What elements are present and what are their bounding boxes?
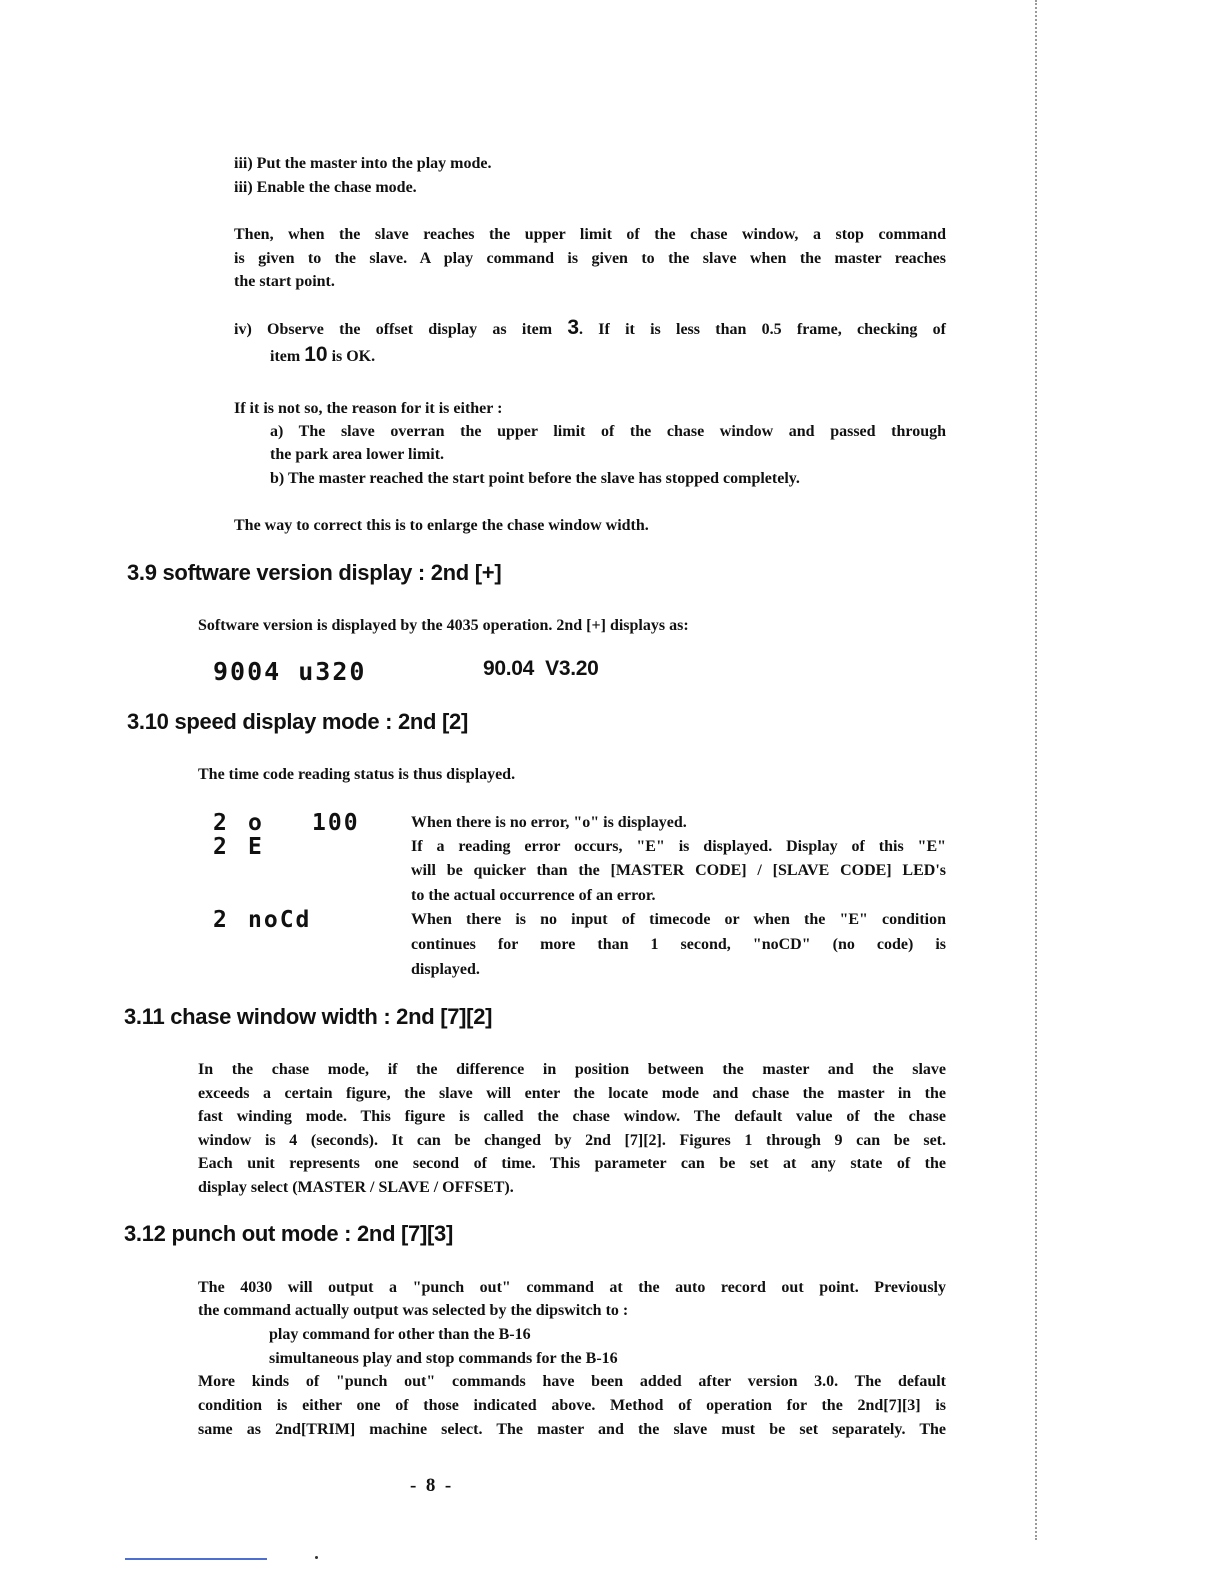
para-then-line: is given to the slave. A play command is given to the slave when the master reaches <box>234 250 946 267</box>
section-title: chase window width <box>170 1004 378 1029</box>
item-number: 10 <box>304 343 328 366</box>
section-heading-3-10 <box>127 709 468 735</box>
step-iv-line <box>234 316 946 341</box>
paragraph-line: exceeds a certain figure, the slave will enter the locate mode and chase the master in the <box>198 1085 946 1102</box>
step-iv-text: iv) Observe the offset display as item <box>234 321 568 338</box>
section-number: 3.10 <box>127 709 169 734</box>
page-edge-divider <box>1035 0 1037 1540</box>
paragraph-line: window is 4 (seconds). It can be changed by 2nd [7][2]. Figures 1 through 9 can be set. <box>198 1132 946 1149</box>
section-keys: 2nd [2] <box>397 709 468 734</box>
step-iii-play: iii) Put the master into the play mode. <box>234 155 492 172</box>
step-iv-line <box>270 343 375 368</box>
section-number: 3.12 <box>124 1221 166 1246</box>
reasons-intro: If it is not so, the reason for it is either : <box>234 400 503 417</box>
step-iv-text: . If it is less than 0.5 frame, checking of <box>579 321 946 338</box>
section-separator: : <box>383 1004 391 1029</box>
section-heading-3-9 <box>127 560 501 586</box>
section-body: Software version is displayed by the 4035 operation. 2nd [+] displays as: <box>198 617 689 634</box>
section-number: 3.9 <box>127 560 157 585</box>
section-separator: : <box>344 1221 352 1246</box>
page-number: - 8 - <box>410 1475 452 1496</box>
paragraph-line: More kinds of "punch out" commands have been added after version 3.0. The default <box>198 1373 946 1390</box>
segment-speed-digit: 2 <box>213 834 229 860</box>
status-description: If a reading error occurs, "E" is displayed. Display of this "E" <box>411 838 946 855</box>
section-heading-3-11 <box>124 1004 492 1030</box>
paragraph-line: play command for other than the B-16 <box>269 1326 531 1343</box>
section-separator: : <box>417 560 425 585</box>
section-separator: : <box>385 709 393 734</box>
section-body: The time code reading status is thus displayed. <box>198 766 516 783</box>
correction-text: The way to correct this is to enlarge the chase window width. <box>234 517 649 534</box>
section-keys: 2nd [7][3] <box>357 1221 454 1246</box>
segment-display: 9004 u320 <box>213 657 367 686</box>
segment-status: noCd <box>248 907 312 933</box>
segment-speed-digit: 2 <box>213 810 229 836</box>
reason-a-line: the park area lower limit. <box>270 446 445 463</box>
paragraph-line: fast winding mode. This figure is called the chase window. The default value of the chase <box>198 1108 946 1125</box>
scan-edge-line <box>125 1558 267 1560</box>
scan-speck <box>315 1556 318 1559</box>
step-iii-chase: iii) Enable the chase mode. <box>234 179 417 196</box>
section-keys: 2nd [7][2] <box>396 1004 493 1029</box>
paragraph-line: In the chase mode, if the difference in position between the master and the slave <box>198 1061 946 1078</box>
status-description: continues for more than 1 second, "noCD" (no code) is <box>411 936 946 953</box>
reason-a-line: a) The slave overran the upper limit of the chase window and passed through <box>270 423 946 440</box>
para-then-line: the start point. <box>234 273 335 290</box>
status-description: to the actual occurrence of an error. <box>411 887 656 904</box>
status-description: displayed. <box>411 961 480 978</box>
status-description: will be quicker than the [MASTER CODE] / [SLAVE CODE] LED's <box>411 862 946 879</box>
segment-status: o <box>248 810 264 836</box>
section-title: speed display mode <box>174 709 380 734</box>
paragraph-line: Each unit represents one second of time. This parameter can be set at any state of the <box>198 1155 946 1172</box>
step-iv-text: item <box>270 348 305 365</box>
item-number: 3 <box>567 316 580 339</box>
segment-status: E <box>248 834 264 860</box>
status-description: When there is no error, "o" is displayed. <box>411 814 687 831</box>
paragraph-line: condition is either one of those indicated above. Method of operation for the 2nd[7][3] is <box>198 1397 946 1414</box>
paragraph-line: The 4030 will output a "punch out" command at the auto record out point. Previously <box>198 1279 946 1296</box>
version-value: 90.04 V3.20 <box>483 657 599 680</box>
para-then-line: Then, when the slave reaches the upper limit of the chase window, a stop command <box>234 226 946 243</box>
paragraph-line: simultaneous play and stop commands for the B-16 <box>269 1350 618 1367</box>
section-number: 3.11 <box>124 1004 165 1029</box>
segment-speed-value: 100 <box>312 810 360 836</box>
section-title: software version display <box>162 560 413 585</box>
status-description: When there is no input of timecode or when the "E" condition <box>411 911 946 928</box>
section-heading-3-12 <box>124 1221 453 1247</box>
reason-b-line: b) The master reached the start point before the slave has stopped completely. <box>270 470 800 487</box>
section-keys: 2nd [+] <box>430 560 502 585</box>
section-title: punch out mode <box>171 1221 339 1246</box>
paragraph-line: display select (MASTER / SLAVE / OFFSET). <box>198 1179 514 1196</box>
paragraph-line: same as 2nd[TRIM] machine select. The master and the slave must be set separately. The <box>198 1421 946 1438</box>
paragraph-line: the command actually output was selected by the dipswitch to : <box>198 1302 629 1319</box>
step-iv-text: is OK. <box>327 348 376 365</box>
segment-speed-digit: 2 <box>213 907 229 933</box>
